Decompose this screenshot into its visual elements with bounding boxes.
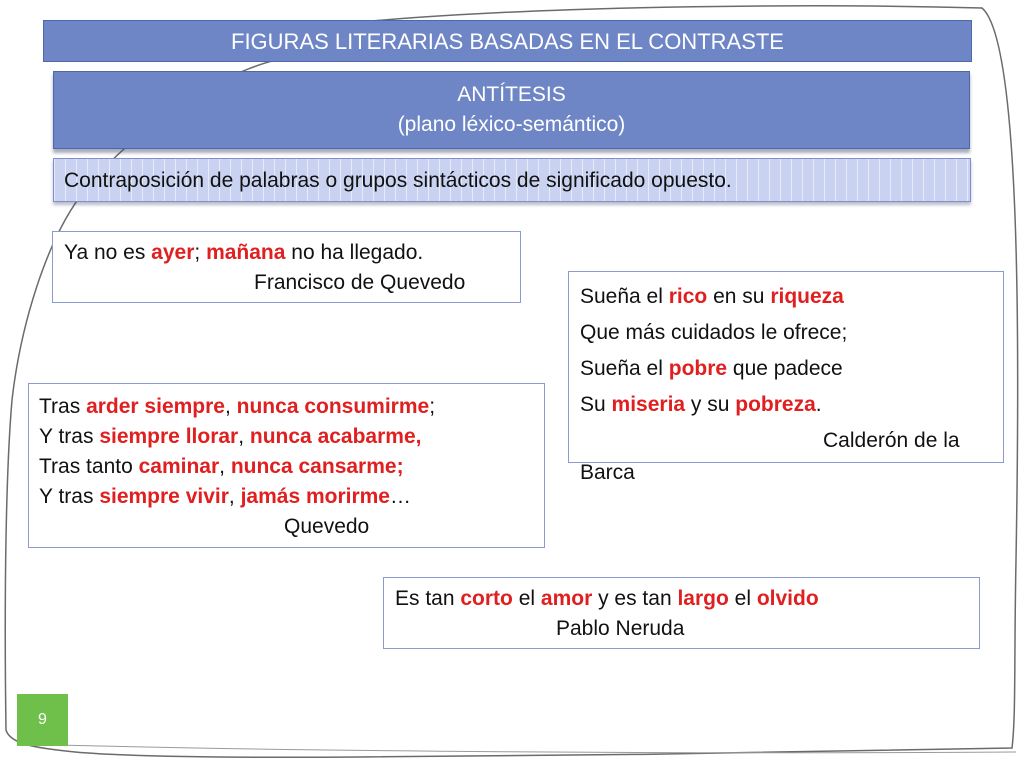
quote-line: Sueña el pobre que padece	[580, 357, 843, 380]
slide-title: FIGURAS LITERARIAS BASADAS EN EL CONTRASTE	[43, 20, 972, 62]
quote-line: Su miseria y su pobreza.	[580, 393, 822, 416]
quote-box-quevedo-1	[52, 231, 521, 303]
quote-line: Y tras siempre vivir, jamás morirme…	[39, 485, 411, 508]
page-number-badge: 9	[17, 694, 68, 746]
quote-line: Ya no es ayer; mañana no ha llegado.	[64, 241, 424, 264]
quote-line: Que más cuidados le ofrece;	[580, 321, 848, 344]
subtitle-line-1: ANTÍTESIS	[457, 83, 566, 106]
quote-line: Es tan corto el amor y es tan largo el olvido	[395, 587, 819, 610]
quote-box-calderon	[568, 271, 1004, 484]
quote-box-quevedo-2	[28, 383, 545, 548]
quote-line: Y tras siempre llorar, nunca acabarme,	[39, 425, 422, 448]
subtitle-line-2: (plano léxico-semántico)	[397, 113, 626, 136]
definition-box: Contraposición de palabras o grupos sintácticos de significado opuesto.	[53, 158, 971, 202]
quote-box-neruda	[383, 577, 980, 649]
subtitle-box	[53, 71, 970, 149]
quote-author-continued: Barca	[580, 461, 635, 484]
quote-line: Tras arder siempre, nunca consumirme;	[39, 395, 436, 418]
quote-line: Sueña el rico en su riqueza	[580, 285, 844, 308]
quote-author: Francisco de Quevedo	[254, 271, 466, 294]
quote-author: Calderón de la	[823, 429, 960, 452]
quote-line: Tras tanto caminar, nunca cansarme;	[39, 455, 404, 478]
quote-author: Pablo Neruda	[556, 617, 685, 640]
quote-author: Quevedo	[284, 515, 370, 538]
